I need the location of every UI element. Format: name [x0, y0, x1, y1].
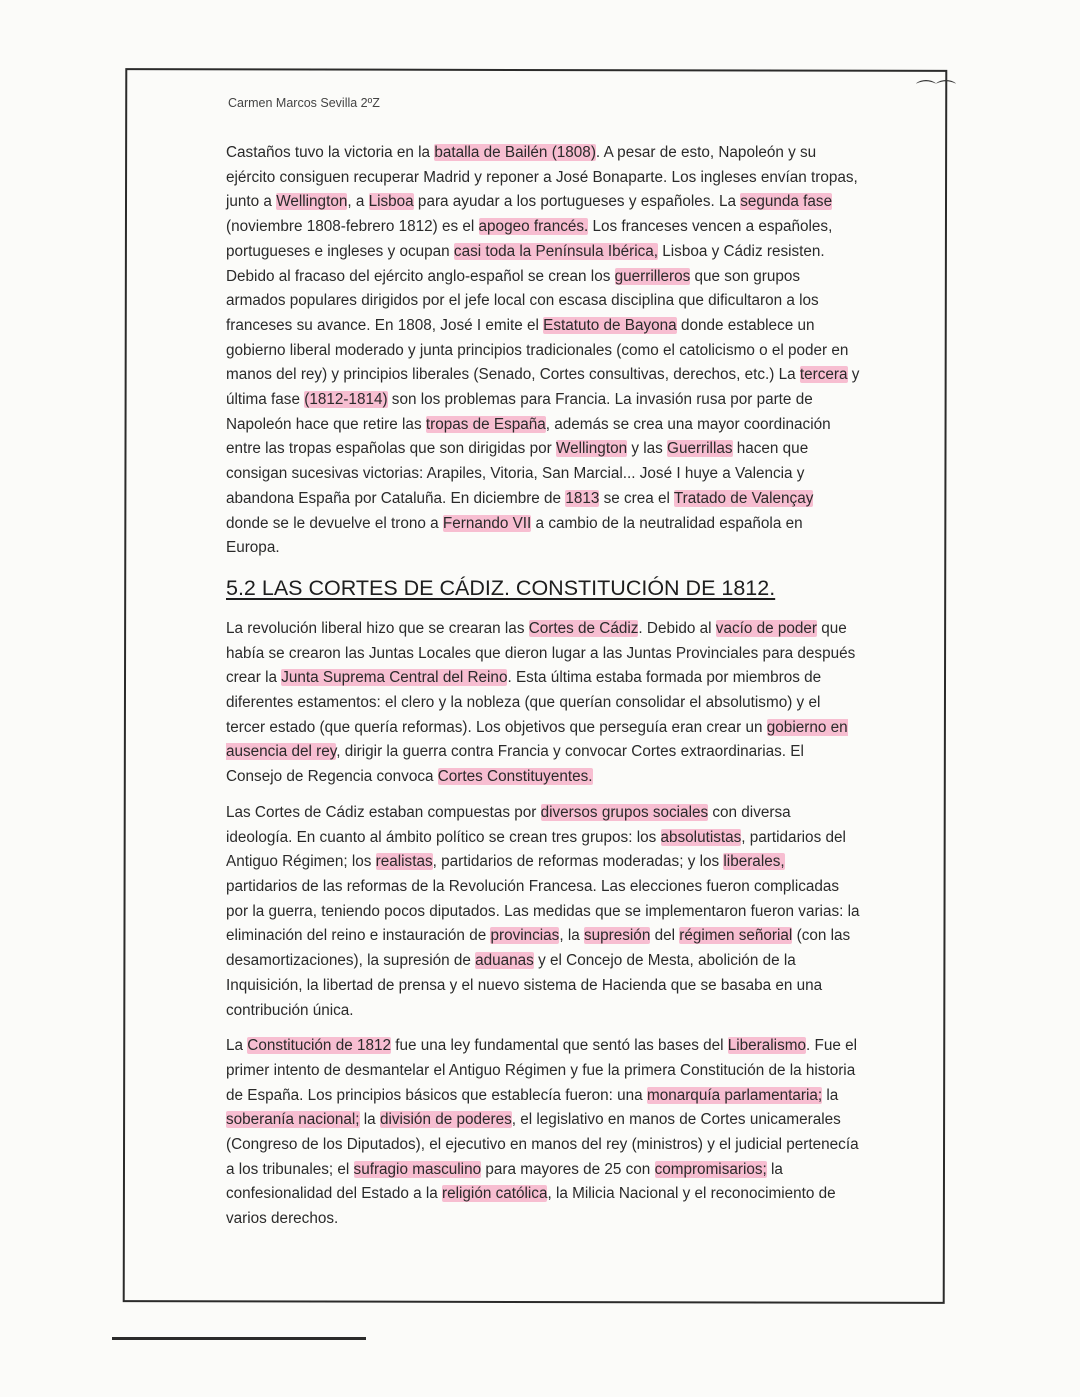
- highlighted-text: gobierno en ausencia del rey: [226, 718, 848, 761]
- text-run: , dirigir la guerra contra Francia y convocar Cortes extraordinarias. El Consejo de Regencia convoca: [226, 743, 804, 786]
- highlighted-text: tropas de España: [425, 415, 546, 433]
- text-run: . Fue el primer intento de desmantelar el Antiguo Régimen y fue la primera Constitución de la historia de España. Los principios básicos que establecía fueron: una: [226, 1037, 857, 1104]
- document-body: [226, 141, 860, 1232]
- highlighted-text: Estatuto de Bayona: [543, 316, 677, 334]
- text-run: . Debido al: [638, 619, 716, 637]
- text-run: fue una ley fundamental que sentó las bases del: [391, 1037, 728, 1055]
- highlighted-text: religión católica: [442, 1185, 548, 1203]
- text-run: que había se crearon las Juntas Locales que dieron lugar a las Juntas Provinciales para después crear la: [226, 619, 856, 687]
- text-run: , a: [347, 193, 369, 211]
- text-run: Lisboa y Cádiz resisten. Debido al fracaso del ejército anglo-español se crean los: [226, 242, 825, 285]
- text-run: y las: [627, 440, 668, 458]
- text-run: Las Cortes de Cádiz estaban compuestas por: [226, 803, 541, 821]
- text-run: . Esta última estaba formada por miembros de diferentes estamentos: el clero y la nobleza (que querían consolidar el absolutismo) y el tercer estado (que quería reformas). Los objetivos que perseguía eran crear un: [226, 669, 822, 736]
- author-header: Carmen Marcos Sevilla 2ºZ: [228, 96, 380, 110]
- highlighted-text: supresión: [584, 927, 651, 945]
- text-run: partidarios de las reformas de la Revolución Francesa. Las elecciones fueron complicadas por la guerra, teniendo pocos diputados. Las medidas que se implementaron fueron varias: la eliminación del reino e instauración de: [226, 877, 860, 945]
- highlighted-text: absolutistas: [660, 828, 742, 846]
- text-run: La revolución liberal hizo que se crearan las: [226, 619, 529, 637]
- highlighted-text: batalla de Bailén (1808): [434, 144, 596, 161]
- highlighted-text: Fernando VII: [442, 514, 532, 532]
- highlighted-text: 1813: [565, 489, 600, 507]
- highlighted-text: soberanía nacional;: [226, 1111, 360, 1129]
- text-run: se crea el: [599, 489, 674, 507]
- highlighted-text: Constitución de 1812: [247, 1037, 391, 1055]
- text-run: , la: [559, 927, 584, 945]
- highlighted-text: liberales,: [723, 853, 785, 871]
- text-run: que son grupos armados populares dirigidos por el jefe local con escasa disciplina que dificultaron a los franceses su avance. En 1808, José I emite el: [226, 267, 819, 334]
- text-run: para mayores de 25 con: [481, 1160, 655, 1178]
- highlighted-text: régimen señorial: [679, 927, 793, 945]
- text-run: , la Milicia Nacional y el reconocimiento de varios derechos.: [226, 1185, 836, 1228]
- text-run: la: [822, 1086, 839, 1104]
- highlighted-text: Lisboa: [368, 193, 414, 211]
- highlighted-text: Junta Suprema Central del Reino: [281, 669, 508, 687]
- text-run: con diversa ideología. En cuanto al ámbito político se crean tres grupos: los: [226, 803, 791, 846]
- text-run: para ayudar a los portugueses y españoles. La: [413, 193, 741, 211]
- highlighted-text: segunda fase: [740, 193, 833, 211]
- text-run: (noviembre 1808-febrero 1812) es el: [226, 218, 479, 236]
- highlighted-text: tercera: [799, 366, 848, 384]
- highlighted-text: realistas: [375, 853, 433, 871]
- text-run: Los franceses vencen a españoles, portugueses e ingleses y ocupan: [226, 218, 833, 260]
- highlighted-text: guerrilleros: [614, 267, 691, 285]
- highlighted-text: compromisarios;: [654, 1160, 767, 1178]
- highlighted-text: división de poderes: [379, 1111, 512, 1129]
- text-run: , además se crea una mayor coordinación entre las tropas españolas que son dirigidas por: [226, 415, 831, 458]
- highlighted-text: Tratado de Valençay: [673, 489, 814, 507]
- highlighted-text: apogeo francés.: [478, 218, 589, 236]
- text-run: , partidarios de reformas moderadas; y los: [432, 853, 724, 871]
- text-run: y el Concejo de Mesta, abolición de la Inquisición, la libertad de prensa y el nuevo sistema de Hacienda que se basaba en una contribución única.: [226, 952, 823, 1019]
- highlighted-text: Wellington: [276, 193, 348, 211]
- text-run: (con las desamortizaciones), la supresión de: [226, 927, 851, 970]
- highlighted-text: aduanas: [475, 952, 534, 970]
- section-heading: 5.2 LAS CORTES DE CÁDIZ. CONSTITUCIÓN DE 1812.: [226, 575, 776, 600]
- highlighted-text: provincias: [490, 927, 560, 945]
- handwritten-corner-mark: ⌒⌒: [916, 78, 956, 102]
- text-run: La: [226, 1037, 248, 1055]
- text-run: a cambio de la neutralidad española en Europa.: [226, 514, 803, 557]
- text-run: donde establece un gobierno liberal moderado y junta principios tradicionales (como el catolicismo o el poder en manos del rey) y principios liberales (Senado, Cortes consultivas, derechos, etc.) La: [226, 316, 849, 384]
- paragraph-cortes-composition: [226, 801, 860, 1023]
- text-run: hacen que consigan sucesivas victorias: Arapiles, Vitoria, San Marcial... José I huye a Valencia y abandona España por Cataluña. En diciembre de: [226, 440, 809, 507]
- highlighted-text: Guerrillas: [667, 440, 733, 458]
- text-run: , partidarios del Antiguo Régimen; los: [226, 828, 846, 871]
- highlighted-text: casi toda la Península Ibérica,: [453, 242, 659, 260]
- highlighted-text: (1812-1814): [304, 391, 388, 409]
- bottom-rule: [112, 1337, 366, 1340]
- text-run: . A pesar de esto, Napoleón y su ejército consiguen recuperar Madrid y reponer a José Bonaparte. Los ingleses envían tropas, junto a: [226, 144, 858, 211]
- text-run: donde se le devuelve el trono a: [226, 514, 443, 532]
- text-run: son los problemas para Francia. La invasión rusa por parte de Napoleón hace que retire las: [226, 391, 813, 433]
- highlighted-text: Liberalismo: [727, 1037, 806, 1055]
- text-run: la: [359, 1111, 380, 1129]
- highlighted-text: sufragio masculino: [353, 1160, 482, 1178]
- text-run: del: [650, 927, 680, 945]
- paragraph-constitution-1812: [226, 1034, 860, 1232]
- highlighted-text: Cortes Constituyentes.: [437, 768, 593, 786]
- text-run: , el legislativo en manos de Cortes unicamerales (Congreso de los Diputados), el ejecutivo en manos del rey (ministros) y el judicial pertenecía a los tribunales; el: [226, 1111, 859, 1178]
- highlighted-text: monarquía parlamentaria;: [646, 1086, 823, 1104]
- paragraph-peninsular-war: [226, 141, 860, 561]
- highlighted-text: diversos grupos sociales: [540, 803, 709, 821]
- highlighted-text: vacío de poder: [715, 619, 817, 637]
- highlighted-text: Cortes de Cádiz: [528, 619, 639, 637]
- paragraph-cortes-cadiz: [226, 617, 860, 790]
- highlighted-text: Wellington: [555, 440, 628, 458]
- text-run: la confesionalidad del Estado a la: [226, 1160, 783, 1203]
- text-run: y última fase: [226, 366, 860, 409]
- text-run: Castaños tuvo la victoria en la: [226, 144, 435, 161]
